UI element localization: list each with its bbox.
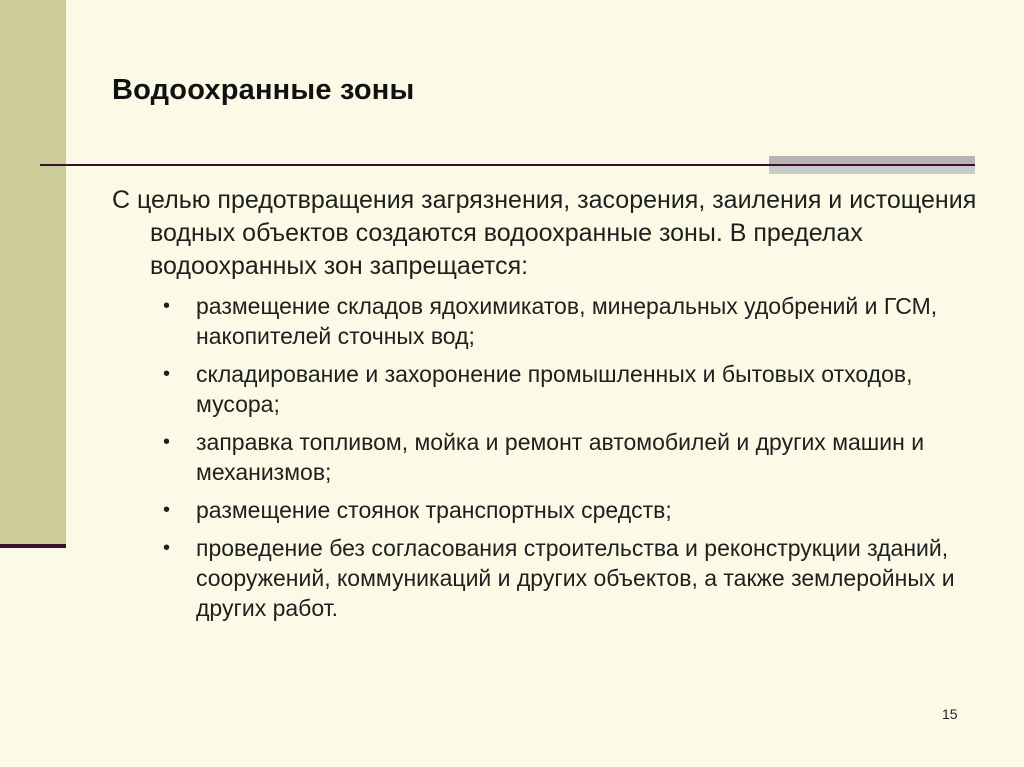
accent-band-bottom [769,166,975,174]
prohibitions-list [112,291,982,623]
bullet-icon: • [163,295,171,317]
accent-band-top [769,156,975,164]
bullet-icon: • [163,363,171,385]
slide-title: Водоохранные зоны [112,74,415,106]
title-divider-accent [769,156,975,178]
list-item [112,427,982,487]
list-item [112,359,982,419]
title-divider [40,164,770,166]
list-item-text: размещение складов ядохимикатов, минеральных удобрений и ГСМ, накопителей сточных вод; [196,293,938,349]
list-item [112,533,982,623]
side-decor-rule [0,544,66,548]
list-item [112,495,982,525]
list-item [112,291,982,351]
list-item-text: проведение без согласования строительства и реконструкции зданий, сооружений, коммуникаций и других объектов, а также землеройных и других работ. [196,535,955,621]
list-item-text: размещение стоянок транспортных средств; [196,497,672,523]
list-item-text: складирование и захоронение промышленных и бытовых отходов, мусора; [196,361,913,417]
bullet-icon: • [163,537,171,559]
bullet-icon: • [163,431,171,453]
side-decor-bar [0,0,66,546]
page-number: 15 [942,706,958,722]
list-item-text: заправка топливом, мойка и ремонт автомобилей и других машин и механизмов; [196,429,925,485]
slide-body [112,184,982,631]
intro-paragraph: С целью предотвращения загрязнения, засорения, заиления и истощения водных объектов создаются водоохранные зоны. В пределах водоохранных зон запрещается: [112,186,977,280]
bullet-icon: • [163,499,171,521]
